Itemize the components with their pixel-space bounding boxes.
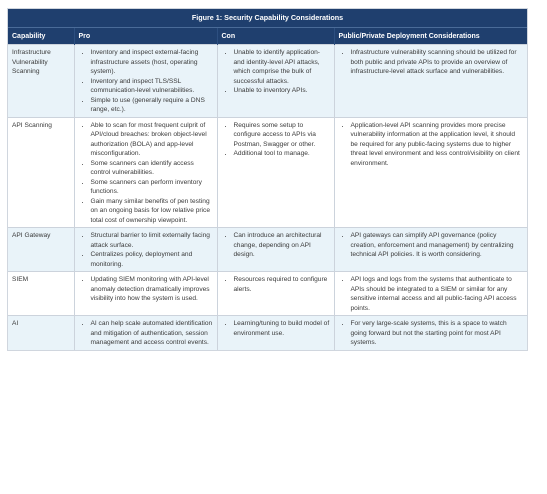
capability-cell: API Scanning <box>8 117 74 228</box>
capability-cell: API Gateway <box>8 228 74 272</box>
con-list <box>222 319 330 338</box>
con-list <box>222 275 330 294</box>
pro-cell <box>74 45 217 118</box>
header-pro: Pro <box>74 28 217 45</box>
considerations-list <box>339 231 524 260</box>
table-row <box>8 228 527 272</box>
pro-item: • Some scanners can identify access control vulnerabilities. <box>91 159 213 178</box>
considerations-list <box>339 121 524 169</box>
considerations-item: • API logs and logs from the systems that authenticate to APIs should be integrated to a SIEM or similar for any sensitive internal access and all public-facing API access points. <box>351 275 524 313</box>
considerations-cell <box>334 45 527 118</box>
con-item: • Can introduce an architectural change, depending on API design. <box>234 231 330 260</box>
pro-item: • Gain many similar benefits of pen testing on an ongoing basis for low relative price total cost of ownership viewpoint. <box>91 197 213 226</box>
pro-list <box>79 48 213 115</box>
con-cell <box>217 45 334 118</box>
pro-list <box>79 319 213 348</box>
pro-list <box>79 231 213 269</box>
pro-item: • Inventory and inspect TLS/SSL communication-level vulnerabilities. <box>91 77 213 96</box>
considerations-item: • Application-level API scanning provides more precise vulnerability information at the application level, it should be required for any public-facing systems due to higher threat level environment and less control/visibility on client environment. <box>351 121 524 169</box>
table-header-row <box>8 28 527 45</box>
capability-cell: AI <box>8 316 74 350</box>
table-row <box>8 316 527 350</box>
considerations-item: • API gateways can simplify API governance (policy creation, enforcement and management) by centralizing technical API policies. It is worth considering. <box>351 231 524 260</box>
considerations-item: • For very large-scale systems, this is a space to watch going forward but not the starting point for most API systems. <box>351 319 524 348</box>
pro-item: • Some scanners can perform inventory functions. <box>91 178 213 197</box>
table-body <box>8 45 527 350</box>
capability-table <box>8 28 527 350</box>
capability-cell: SIEM <box>8 272 74 316</box>
considerations-list <box>339 319 524 348</box>
header-considerations: Public/Private Deployment Considerations <box>338 32 480 40</box>
con-item: • Unable to identify application- and identity-level API attacks, which comprise the bulk of successful attacks. <box>234 48 330 86</box>
pro-cell <box>74 117 217 228</box>
considerations-cell <box>334 228 527 272</box>
table-row <box>8 45 527 118</box>
capability-cell: Infrastructure Vulnerability Scanning <box>8 45 74 118</box>
con-cell <box>217 228 334 272</box>
considerations-list <box>339 275 524 313</box>
considerations-cell <box>334 272 527 316</box>
figure-title: Figure 1: Security Capability Considerations <box>8 9 527 28</box>
con-item: • Unable to inventory APIs. <box>234 86 330 96</box>
pro-cell <box>74 272 217 316</box>
pro-list <box>79 275 213 304</box>
considerations-cell <box>334 117 527 228</box>
pro-cell <box>74 228 217 272</box>
pro-item: • Simple to use (generally require a DNS range, etc.). <box>91 96 213 115</box>
pro-item: • Inventory and inspect external-facing infrastructure assets (host, operating system). <box>91 48 213 77</box>
con-item: • Requires some setup to configure access to APIs via Postman, Swagger or other. <box>234 121 330 150</box>
pro-item: • Centralizes policy, deployment and monitoring. <box>91 250 213 269</box>
con-cell <box>217 117 334 228</box>
pro-item: • Able to scan for most frequent culprit of API/cloud breaches: broken object-level authorization (BOLA) and app-level misconfiguration. <box>91 121 213 159</box>
pro-item: • Structural barrier to limit externally facing attack surface. <box>91 231 213 250</box>
table-row <box>8 117 527 228</box>
con-item: • Learning/tuning to build model of environment use. <box>234 319 330 338</box>
pro-item: • Updating SIEM monitoring with API-level anomaly detection dramatically improves visibility into how the system is used. <box>91 275 213 304</box>
con-list <box>222 231 330 260</box>
con-cell <box>217 316 334 350</box>
con-item: • Additional tool to manage. <box>234 149 330 159</box>
con-cell <box>217 272 334 316</box>
capability-table-figure <box>7 8 528 351</box>
header-con: Con <box>217 28 334 45</box>
pro-item: • AI can help scale automated identification and mitigation of authentication, session management and access control events. <box>91 319 213 348</box>
considerations-cell <box>334 316 527 350</box>
con-item: • Resources required to configure alerts. <box>234 275 330 294</box>
pro-list <box>79 121 213 226</box>
table-row <box>8 272 527 316</box>
considerations-list <box>339 48 524 77</box>
con-list <box>222 48 330 96</box>
pro-cell <box>74 316 217 350</box>
header-capability: Capability <box>8 28 74 45</box>
con-list <box>222 121 330 159</box>
considerations-item: • Infrastructure vulnerability scanning should be utilized for both public and private APIs to provide an overview of infrastructure-level attack surface and vulnerabilities. <box>351 48 524 77</box>
